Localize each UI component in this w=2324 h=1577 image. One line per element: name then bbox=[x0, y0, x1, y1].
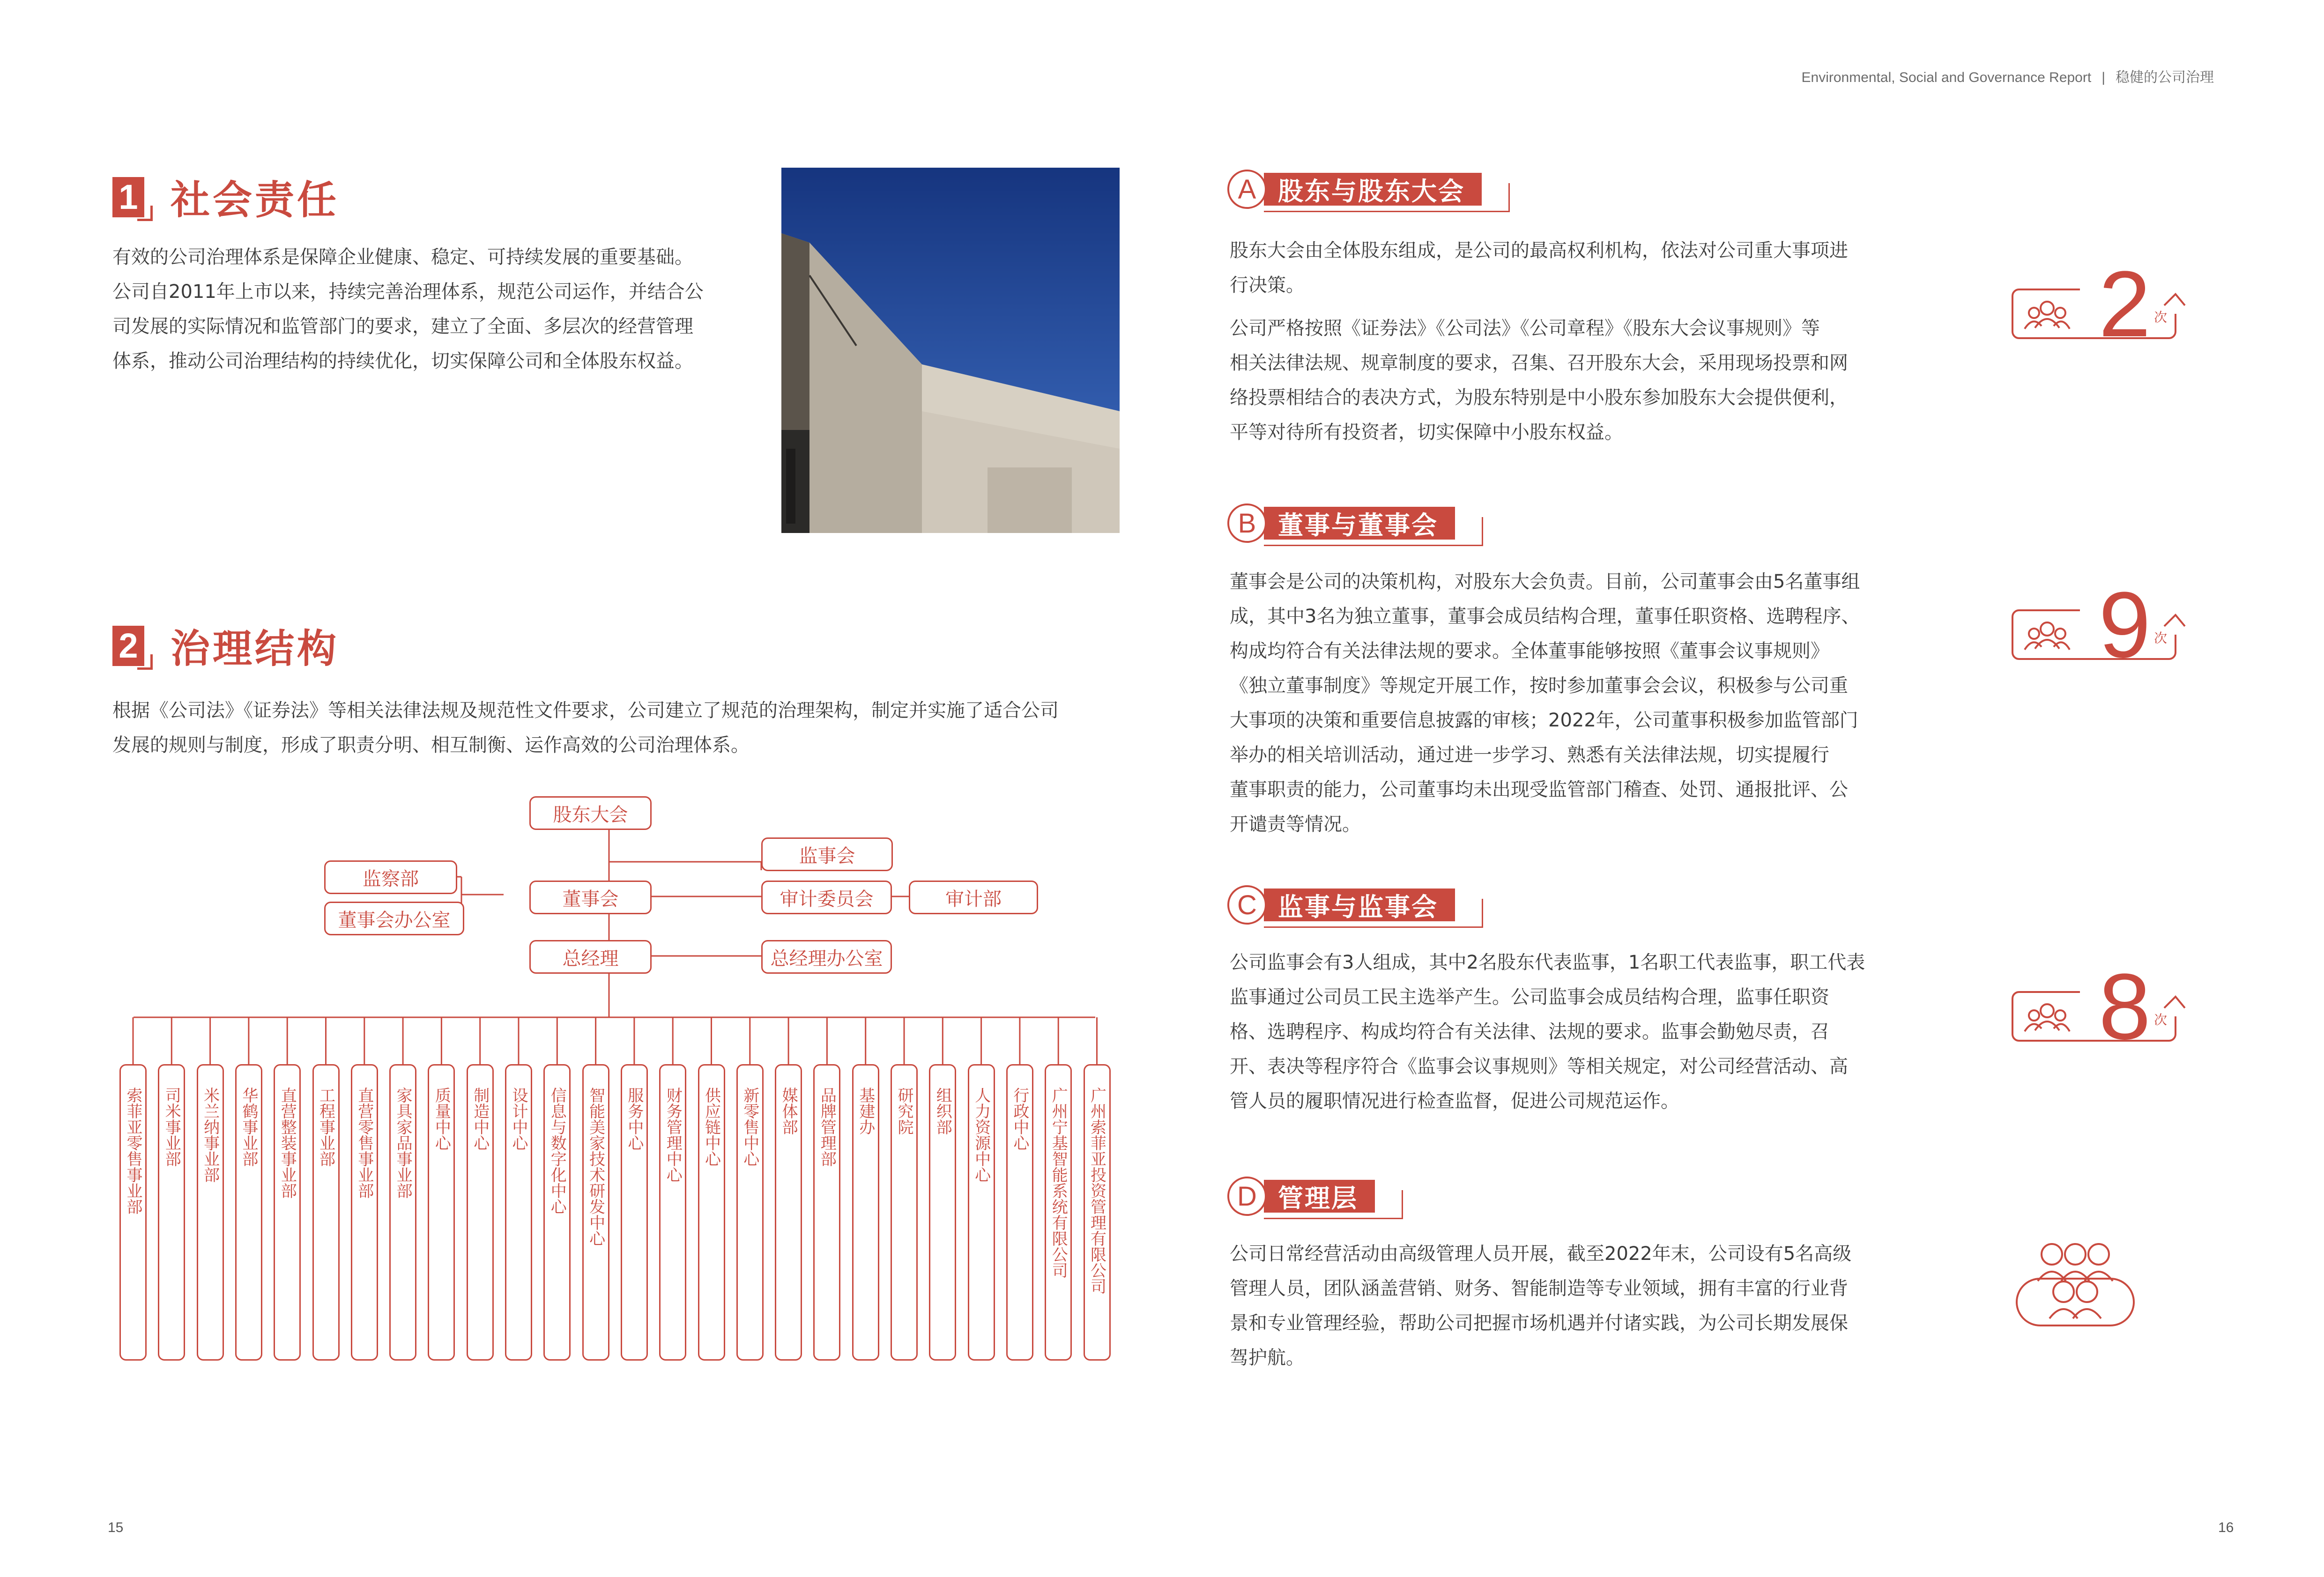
text-line: 平等对待所有投资者，切实保障中小股东权益。 bbox=[1230, 422, 1623, 443]
org-node-general-manager: 总经理 bbox=[529, 940, 652, 974]
section-1-heading bbox=[112, 169, 339, 225]
org-node-board: 董事会 bbox=[529, 881, 652, 914]
org-department: 品牌管理部 bbox=[813, 1064, 840, 1361]
org-node-audit-dept: 审计部 bbox=[909, 881, 1038, 914]
subsection-b-text bbox=[1230, 564, 1904, 842]
org-node-board-office: 董事会办公室 bbox=[324, 902, 464, 935]
org-node-audit-committee: 审计委员会 bbox=[761, 881, 892, 914]
subsection-a-text-1 bbox=[1230, 233, 1904, 303]
subsection-title: 董事与董事会 bbox=[1264, 507, 1455, 540]
org-department: 人力资源中心 bbox=[968, 1064, 995, 1361]
stat-unit: 次 bbox=[2154, 630, 2168, 646]
section-title: 社会责任 bbox=[171, 177, 340, 223]
running-header bbox=[1802, 66, 2214, 86]
text-line: 有效的公司治理体系是保障企业健康、稳定、可持续发展的重要基础。 bbox=[112, 246, 693, 268]
org-department: 米兰纳事业部 bbox=[197, 1064, 224, 1361]
text-line: 董事会是公司的决策机构，对股东大会负责。目前，公司董事会由5名董事组 bbox=[1230, 571, 1860, 592]
text-line: 络投票相结合的表决方式，为股东特别是中小股东参加股东大会提供便利， bbox=[1230, 387, 1848, 408]
org-department: 新零售中心 bbox=[736, 1064, 764, 1361]
subsection-c-heading bbox=[1227, 885, 1455, 925]
org-department: 设计中心 bbox=[505, 1064, 532, 1361]
text-line: 管人员的履职情况进行检查监督，促进公司规范运作。 bbox=[1230, 1090, 1679, 1112]
subsection-letter: A bbox=[1227, 170, 1267, 209]
stat-unit: 次 bbox=[2154, 310, 2168, 325]
org-department: 索菲亚零售事业部 bbox=[119, 1064, 147, 1361]
org-department: 直营整装事业部 bbox=[274, 1064, 301, 1361]
text-line: 监事通过公司员工民主选举产生。公司监事会成员结构合理，监事任职资 bbox=[1230, 986, 1829, 1008]
org-department: 司米事业部 bbox=[158, 1064, 185, 1361]
text-line: 驾护航。 bbox=[1230, 1347, 1305, 1369]
stat-value: 9 bbox=[2099, 573, 2151, 677]
text-line: 大事项的决策和重要信息披露的审核；2022年，公司董事积极参加监管部门 bbox=[1230, 710, 1858, 731]
text-line: 成，其中3名为独立董事，董事会成员结构合理，董事任职资格、选聘程序、 bbox=[1230, 606, 1860, 627]
text-line: 管理人员，团队涵盖营销、财务、智能制造等专业领域，拥有丰富的行业背 bbox=[1230, 1278, 1848, 1299]
subsection-d-heading bbox=[1227, 1177, 1375, 1216]
org-department: 行政中心 bbox=[1006, 1064, 1033, 1361]
org-department: 组织部 bbox=[929, 1064, 956, 1361]
subsection-c-text bbox=[1230, 945, 1904, 1118]
text-line: 举办的相关培训活动，通过进一步学习、熟悉有关法律法规，切实提履行 bbox=[1230, 744, 1829, 766]
subsection-d-text bbox=[1230, 1236, 1904, 1375]
section-1-text bbox=[112, 240, 735, 378]
text-line: 公司日常经营活动由高级管理人员开展，截至2022年末，公司设有5名高级 bbox=[1230, 1243, 1852, 1265]
org-department: 广州宁基智能系统有限公司 bbox=[1045, 1064, 1072, 1361]
org-department: 质量中心 bbox=[428, 1064, 455, 1361]
subsection-title: 监事与监事会 bbox=[1264, 888, 1455, 921]
stat-board-meetings bbox=[2010, 573, 2188, 677]
org-department: 媒体部 bbox=[775, 1064, 802, 1361]
stat-shareholder-meetings bbox=[2010, 252, 2188, 356]
subsection-b-heading bbox=[1227, 503, 1455, 543]
header-separator: | bbox=[2101, 70, 2105, 85]
text-line: 董事职责的能力，公司董事均未出现受监管部门稽查、处罚、通报批评、公 bbox=[1230, 779, 1848, 800]
text-line: 《独立董事制度》等规定开展工作，按时参加董事会会议，积极参与公司重 bbox=[1230, 675, 1848, 696]
org-department: 智能美家技术研发中心 bbox=[582, 1064, 609, 1361]
subsection-a-text-2 bbox=[1230, 311, 1904, 450]
stat-value: 2 bbox=[2099, 252, 2151, 356]
subsection-title: 管理层 bbox=[1264, 1180, 1375, 1213]
page-number-left: 15 bbox=[108, 1520, 124, 1535]
subsection-letter: C bbox=[1227, 885, 1267, 925]
org-department: 家具家品事业部 bbox=[389, 1064, 416, 1361]
text-line: 司发展的实际情况和监管部门的要求，建立了全面、多层次的经营管理 bbox=[112, 316, 693, 337]
section-2-heading bbox=[112, 617, 339, 674]
org-department: 基建办 bbox=[852, 1064, 879, 1361]
org-node-supervisory-board: 监事会 bbox=[761, 837, 893, 871]
text-line: 相关法律法规、规章制度的要求，召集、召开股东大会，采用现场投票和网 bbox=[1230, 352, 1848, 374]
org-node-gm-office: 总经理办公室 bbox=[761, 940, 892, 974]
stat-value: 8 bbox=[2099, 955, 2151, 1059]
text-line: 发展的规则与制度，形成了职责分明、相互制衡、运作高效的公司治理体系。 bbox=[112, 734, 750, 756]
section-title: 稳健的公司治理 bbox=[2116, 70, 2214, 85]
text-line: 根据《公司法》《证券法》等相关法律法规及规范性文件要求，公司建立了规范的治理架构，制定并实施了适合公司 bbox=[112, 700, 1059, 721]
text-line: 格、选聘程序、构成均符合有关法律、法规的要求。监事会勤勉尽责，召 bbox=[1230, 1021, 1829, 1043]
text-line: 公司监事会有3人组成，其中2名股东代表监事，1名职工代表监事，职工代表 bbox=[1230, 952, 1865, 973]
org-department: 制造中心 bbox=[467, 1064, 494, 1361]
org-department: 供应链中心 bbox=[698, 1064, 725, 1361]
org-department: 财务管理中心 bbox=[659, 1064, 686, 1361]
building-photo bbox=[781, 168, 1120, 533]
org-node-inspection-dept: 监察部 bbox=[324, 860, 457, 894]
report-title: Environmental, Social and Governance Report bbox=[1801, 70, 2092, 85]
section-2-text bbox=[112, 693, 1143, 763]
text-line: 开、表决等程序符合《监事会议事规则》等相关规定，对公司经营活动、高 bbox=[1230, 1056, 1848, 1077]
org-node-shareholders-meeting: 股东大会 bbox=[529, 796, 652, 830]
text-line: 公司严格按照《证券法》《公司法》《公司章程》《股东大会议事规则》等 bbox=[1230, 318, 1820, 339]
page-number-right: 16 bbox=[2218, 1520, 2234, 1535]
org-department: 广州索菲亚投资管理有限公司 bbox=[1084, 1064, 1111, 1361]
text-line: 股东大会由全体股东组成，是公司的最高权利机构，依法对公司重大事项进 bbox=[1230, 240, 1848, 261]
text-line: 体系，推动公司治理结构的持续优化，切实保障公司和全体股东权益。 bbox=[112, 350, 693, 372]
org-department: 直营零售事业部 bbox=[351, 1064, 378, 1361]
text-line: 构成均符合有关法律法规的要求。全体董事能够按照《董事会议事规则》 bbox=[1230, 640, 1829, 662]
text-line: 景和专业管理经验，帮助公司把握市场机遇并付诸实践，为公司长期发展保 bbox=[1230, 1312, 1848, 1334]
subsection-letter: D bbox=[1227, 1177, 1267, 1216]
management-team-icon bbox=[2012, 1236, 2138, 1330]
text-line: 公司自2011年上市以来，持续完善治理体系，规范公司运作，并结合公 bbox=[112, 281, 704, 303]
subsection-a-heading bbox=[1227, 170, 1482, 209]
org-department: 研究院 bbox=[891, 1064, 918, 1361]
section-title: 治理结构 bbox=[171, 626, 340, 672]
text-line: 行决策。 bbox=[1230, 274, 1305, 296]
stat-supervisory-meetings bbox=[2010, 955, 2188, 1059]
section-number: 2 bbox=[112, 626, 144, 666]
stat-unit: 次 bbox=[2154, 1012, 2168, 1028]
org-department: 工程事业部 bbox=[312, 1064, 340, 1361]
org-department: 服务中心 bbox=[621, 1064, 648, 1361]
subsection-title: 股东与股东大会 bbox=[1264, 173, 1482, 206]
org-department: 信息与数字化中心 bbox=[543, 1064, 571, 1361]
text-line: 开谴责等情况。 bbox=[1230, 814, 1361, 835]
section-number: 1 bbox=[112, 177, 144, 217]
org-department: 华鹤事业部 bbox=[235, 1064, 262, 1361]
subsection-letter: B bbox=[1227, 503, 1267, 543]
